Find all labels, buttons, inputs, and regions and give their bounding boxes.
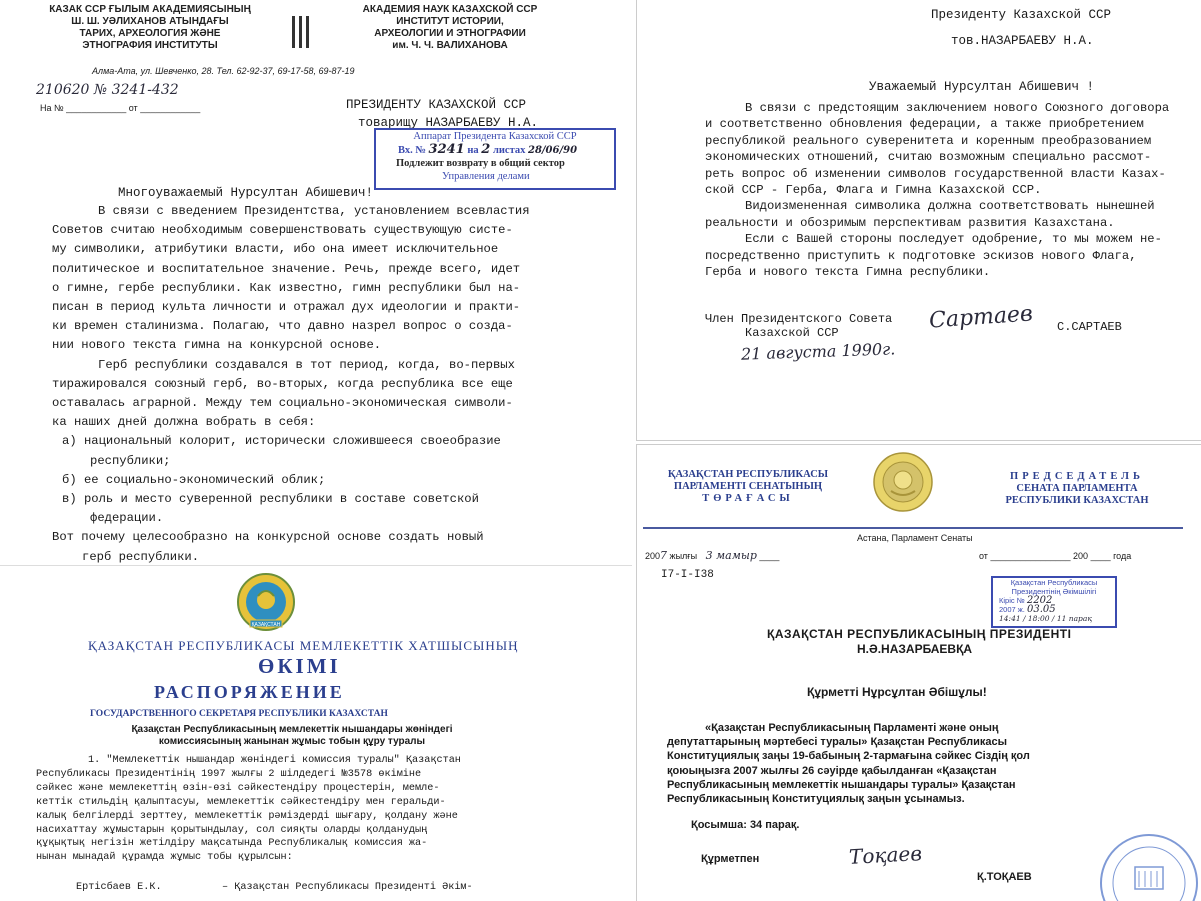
body-line: В связи с введением Президентства, установлением всевластия: [98, 204, 530, 218]
stamp-line: Управления делами: [442, 171, 530, 182]
place: Астана, Парламент Сенаты: [857, 533, 973, 543]
stamp-sheets: листах: [492, 145, 526, 156]
body-line: Герба и нового текста Гимна республики.: [705, 265, 991, 280]
date-left-year-hand: 7: [660, 549, 668, 562]
letterhead-right-line: СЕНАТА ПАРЛАМЕНТА: [1016, 483, 1138, 494]
letterhead-right-line: АКАДЕМИЯ НАУК КАЗАХСКОЙ ССР: [362, 4, 538, 15]
order-heading: [102, 724, 482, 748]
salutation: Құрметті Нұрсұлтан Әбішұлы!: [807, 685, 987, 699]
letterhead-right-line: РЕСПУБЛИКИ КАЗАХСТАН: [1005, 495, 1149, 506]
body-line: ской ССР - Герба, Флага и Гимна Казахской ССР.: [705, 183, 1042, 198]
letterhead-left-line: КАЗАК ССР ҒЫЛЫМ АКАДЕМИЯСЫНЫҢ: [49, 4, 251, 15]
stamp-line: 14:41 / 18:00 / 11 парақ: [999, 614, 1092, 623]
outgoing-ref-number: 210620 № 3241-432: [36, 82, 179, 98]
body-line: республикой реального суверенитета и коренным преобразованием: [705, 133, 1152, 148]
stamp-date: 28/06/90: [527, 145, 578, 156]
signer-name: Қ.ТОҚАЕВ: [977, 871, 1032, 883]
date-right-ot: от: [979, 551, 988, 561]
stamp-line: Қазақстан Республикасы: [1010, 578, 1098, 587]
addressee-line: тов.НАЗАРБАЕВУ Н.А.: [951, 34, 1094, 48]
order-body: [36, 754, 461, 865]
member-role: – Қазақстан Республикасы Президенті Әкім-: [222, 882, 473, 893]
letterhead-left-line: ПАРЛАМЕНТІ СЕНАТЫНЫҢ: [673, 481, 823, 492]
body-line: экономических отношений, считаю возможным специально рассмот-: [705, 150, 1152, 165]
handwritten-date: 21 августа 1990г.: [740, 339, 896, 364]
signer-title: [705, 312, 892, 340]
handwritten-signature: Тоқаев: [848, 841, 923, 869]
salutation: Многоуважаемый Нурсултан Абишевич!: [118, 186, 374, 200]
signer-title-line: Член Президентского Совета: [705, 312, 893, 326]
signer-title-line: Казахской ССР: [745, 326, 839, 340]
body-line: федерации.: [90, 511, 164, 526]
stamp-date: 03.05: [1026, 604, 1056, 615]
body-line: 1. "Мемлекеттік нышандар жөніндегі комиссия туралы" Қазақстан: [88, 755, 461, 766]
body-line: «Қазақстан Республикасының Парламенті және оның: [705, 722, 999, 734]
letterhead-left: [643, 469, 853, 505]
body-line: му символики, атрибутики власти, ибо она имеет исключительное: [52, 242, 499, 257]
addressee-line: Президенту Казахской ССР: [931, 8, 1112, 22]
stamp-line: Президентінің Әкімшілігі: [1011, 587, 1097, 596]
body-line: а) национальный колорит, исторически сложившееся своеобразие: [62, 434, 501, 449]
stamp-in-label: Кіріс №: [999, 596, 1025, 605]
kazakhstan-emblem-icon: [867, 451, 939, 513]
order-title-kz: ӨКІМІ: [258, 654, 341, 678]
body-line: депутаттарының мәртебесі туралы» Қазақстан Республикасы: [667, 736, 1008, 749]
letterhead-left-line: ТАРИХ, АРХЕОЛОГИЯ ЖӘНЕ: [79, 28, 221, 39]
letterhead-right: [977, 471, 1177, 507]
registration-stamp: [991, 576, 1117, 628]
body-line: Видоизмененная символика должна соответствовать нынешней: [745, 199, 1155, 214]
salutation: Уважаемый Нурсултан Абишевич !: [869, 80, 1095, 94]
stamp-in-number: 3241: [428, 142, 465, 157]
body-line: политическое и воспитательное значение. Речь, прежде всего, идет: [52, 261, 521, 276]
body-line: писан в период культа личности и отражал дух идеологии и практи-: [52, 300, 521, 315]
body-line: Если с Вашей стороны последует одобрение, то мы можем не-: [745, 232, 1162, 247]
date-left: 2007 жылғы 3 мамыр ____: [645, 549, 780, 562]
order-heading-line: Қазақстан Республикасының мемлекеттік нышандары жөніндегі: [131, 724, 453, 735]
body-line: Республикасының мемлекеттік нышандары туралы» Қазақстан: [667, 778, 1016, 791]
date-left-zhyl: жылғы: [669, 551, 698, 561]
body-line: республики;: [90, 453, 171, 468]
letterhead-right-line: ПРЕДСЕДАТЕЛЬ: [1010, 471, 1144, 482]
letterhead-right-line: АРХЕОЛОГИИ И ЭТНОГРАФИИ: [374, 28, 526, 39]
letterhead-right: [330, 4, 570, 52]
date-left-day: 3 мамыр: [705, 549, 757, 562]
order-top-line: ҚАЗАҚСТАН РЕСПУБЛИКАСЫ МЕМЛЕКЕТТІК ХАТШЫСЫНЫҢ: [88, 638, 519, 653]
body-line: посредственно приступить к подготовке эскизов нового Флага,: [705, 248, 1137, 263]
letterhead-left-line: ҚАЗАҚСТАН РЕСПУБЛИКАСЫ: [667, 469, 829, 480]
member-name: Ертісбаев Е.К.: [76, 882, 162, 893]
registration-stamp: [374, 128, 616, 190]
body-line: ка наших дней должна вобрать в себя:: [52, 415, 316, 430]
signer-name: С.САРТАЕВ: [1057, 320, 1122, 334]
stamp-in-number: 2202: [1026, 595, 1053, 606]
stamp-sheet-count: 2: [481, 142, 491, 157]
body-line: нынан мынадай құрамда жұмыс тобы құрылсын:: [36, 852, 293, 864]
body-line: реть вопрос об изменении символов государственной власти Казах-: [705, 166, 1166, 181]
order-title-ru: РАСПОРЯЖЕНИЕ: [154, 682, 345, 702]
na-label: На №: [40, 103, 64, 113]
stamp-line: [376, 143, 614, 157]
ref-number: I7-I-I38: [661, 569, 714, 581]
letter-body: [667, 721, 1030, 806]
body-line: насихаттау жұмыстарын қорытындылау, сол сияқты оларды қолданудың: [36, 824, 428, 836]
body-line: ки времен сталинизма. Полагаю, что давно назрел вопрос о созда-: [52, 319, 513, 334]
body-line: құқықтық негізін жетілдіру мақсатында Республикалық комиссия жа-: [36, 838, 428, 850]
letterhead-left: [30, 4, 270, 52]
order-subtitle-ru: ГОСУДАРСТВЕННОГО СЕКРЕТАРЯ РЕСПУБЛИКИ КАЗАХСТАН: [90, 709, 388, 719]
stamp-line: [993, 605, 1115, 614]
addressee-line: ПРЕЗИДЕНТУ КАЗАХСКОЙ ССР: [346, 98, 527, 112]
addressee-block: [346, 96, 538, 132]
letterhead-right-line: ИНСТИТУТ ИСТОРИИ,: [396, 16, 504, 27]
attachment-note: Қосымша: 34 парақ.: [691, 819, 800, 831]
stamp-year: 2007 ж.: [999, 605, 1025, 614]
body-line: сәйкес және мемлекеттің өзін-өзі сәйкестендіру процестерін, мемле-: [36, 782, 440, 794]
body-line: нии нового текста гимна на конкурсной основе.: [52, 338, 382, 353]
svg-text:ҚАЗАҚСТАН: ҚАЗАҚСТАН: [251, 622, 281, 628]
institute-emblem-icon: [290, 12, 312, 52]
body-line: реальности и обозримым перспективам развития Казахстана.: [705, 215, 1115, 230]
stamp-na: на: [467, 145, 479, 156]
stamp-line: Аппарат Президента Казахской ССР: [413, 131, 577, 142]
body-line: в) роль и место суверенной республики в составе советской: [62, 492, 479, 507]
addressee-line: ҚАЗАҚСТАН РЕСПУБЛИКАСЫНЫҢ ПРЕЗИДЕНТІ: [767, 627, 1072, 641]
letterhead-left-line: ТӨРАҒАСЫ: [702, 493, 794, 504]
body-line: тиражировался союзный герб, во-вторых, когда республика все еще: [52, 376, 513, 391]
document-order: [0, 565, 632, 901]
kazakhstan-emblem-icon: [230, 570, 302, 632]
body-line: кеттік стильдің қалыптасуы, мемлекеттік сәйкестендіру мен геральди-: [36, 796, 446, 808]
stamp-in-label: Вх. №: [398, 145, 426, 156]
letterhead-left-line: ЭТНОГРАФИЯ ИНСТИТУТЫ: [82, 40, 218, 51]
stamp-line: Подлежит возврату в общий сектор: [396, 158, 565, 169]
body-line: оставалась аграрной. Между тем социально-экономическая символи-: [52, 396, 513, 411]
document-institute-letter: [0, 0, 632, 565]
body-line: Герб республики создавался в тот период, когда, во-первых: [98, 357, 515, 372]
body-line: Вот почему целесообразно на конкурсной основе создать новый: [52, 530, 484, 545]
date-right-year: 200: [1073, 551, 1089, 561]
addressee-line: Н.Ә.НАЗАРБАЕВҚА: [857, 642, 973, 656]
letterhead-right-line: им. Ч. Ч. ВАЛИХАНОВА: [392, 40, 508, 51]
letterhead-left-line: Ш. Ш. УӘЛИХАНОВ АТЫНДАҒЫ: [71, 16, 229, 27]
body-line: Республикасының Конституциялық заңын ұсынамыз.: [667, 793, 965, 806]
letter-body: [705, 100, 1183, 280]
institute-address: Алма-Ата, ул. Шевченко, 28. Тел. 62-92-37, 69-17-58, 69-87-19: [92, 66, 355, 76]
addressee-line: товарищу НАЗАРБАЕВУ Н.А.: [358, 116, 539, 130]
handwritten-signature: Сартаев: [928, 301, 1034, 334]
reference-fields: На № ____________ от ____________: [40, 103, 201, 113]
letterhead-divider: [643, 527, 1183, 529]
body-line: Республикасы Президентінің 1997 жылғы 2 шілдедегі №3578 өкіміне: [36, 768, 422, 780]
official-seal-icon: [1097, 831, 1201, 901]
order-heading-line: комиссиясының жанынан жұмыс тобын құру туралы: [158, 736, 426, 747]
body-line: Советов считаю необходимым совершенствовать существующую систе-: [52, 223, 513, 238]
document-sartaev-letter: [636, 0, 1201, 441]
body-line: б) ее социально-экономический облик;: [62, 472, 326, 487]
letter-body: [52, 202, 612, 605]
body-line: герб республики.: [82, 549, 200, 564]
body-line: о гимне, гербе республики. Как известно, гимн республики был на-: [52, 280, 521, 295]
body-line: В связи с предстоящим заключением нового Союзного договора: [745, 101, 1170, 115]
date-left-year: 200: [645, 551, 661, 561]
body-line: калық белгілерді зерттеу, мемлекеттік рәміздерді шығару, қолдану және: [36, 810, 458, 822]
body-line: и соответственно обновления федерации, а также приобретением: [705, 117, 1144, 132]
date-right-goda: года: [1113, 551, 1132, 561]
document-senate-letter: [636, 444, 1201, 901]
date-right: от ________________ 200 ____ года: [979, 551, 1132, 561]
ot-label: от: [128, 103, 138, 113]
body-line: Конституциялық заңы 19-бабының 2-тармағына сәйкес Сіздің қол: [667, 750, 1030, 763]
closing: Құрметпен: [701, 853, 760, 865]
body-line: қоюыңызға 2007 жылғы 26 сәуірде қабылданған «Қазақстан: [667, 764, 997, 777]
